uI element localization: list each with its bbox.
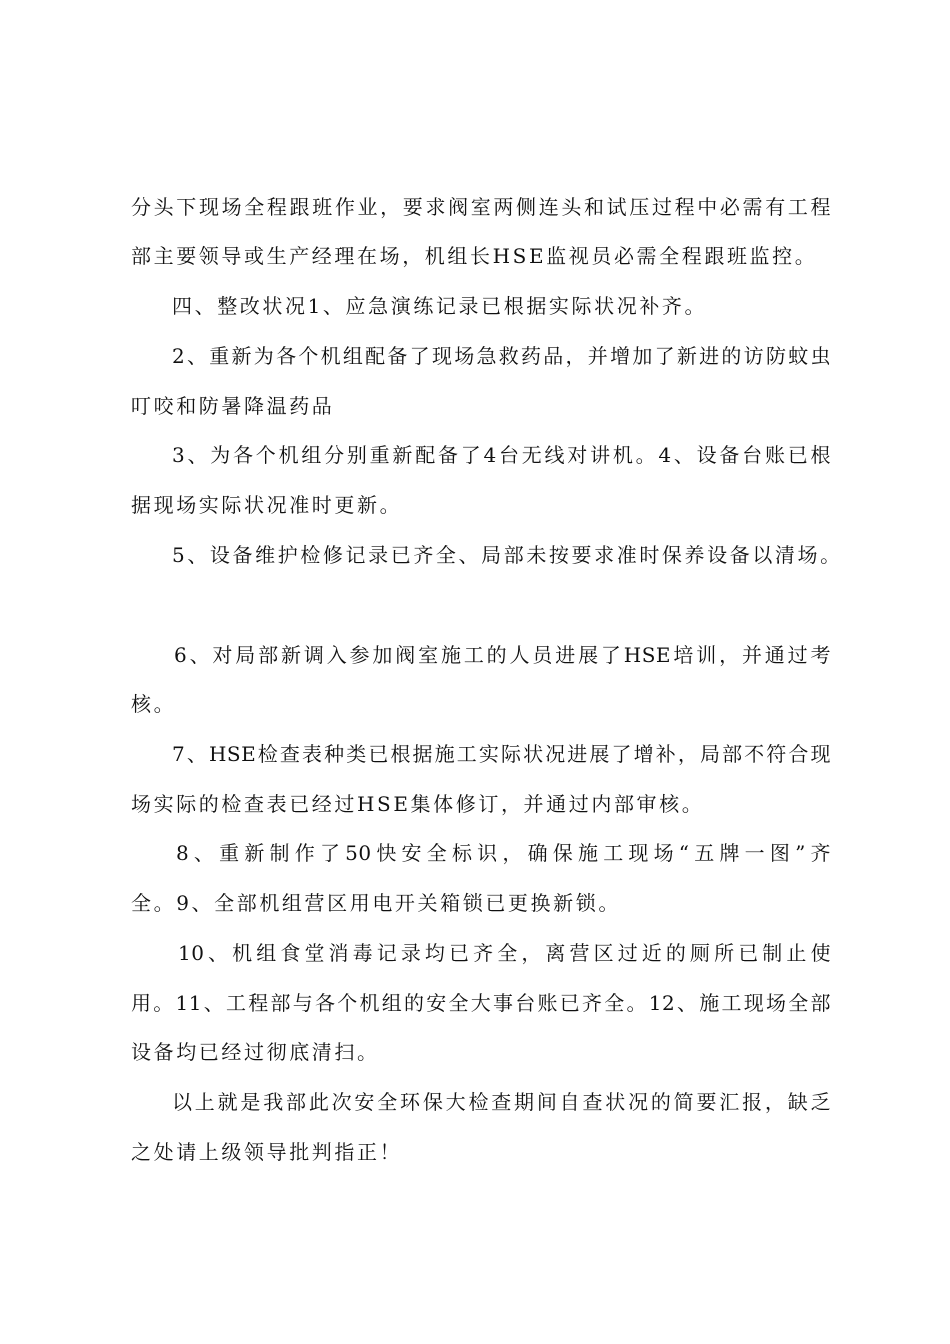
text-line-13: 8、重新制作了50快安全标识，确保施工现场“五牌一图”齐 xyxy=(176,841,831,865)
text-line-12: 场实际的检查表已经过HSE集体修订，并通过内部审核。 xyxy=(131,792,705,816)
text-line-15: 10、机组食堂消毒记录均已齐全，离营区过近的厕所已制止使 xyxy=(178,941,831,965)
text-line-9: 6、对局部新调入参加阀室施工的人员进展了HSE培训，并通过考 xyxy=(174,643,831,667)
text-line-14: 全。9、全部机组营区用电开关箱锁已更换新锁。 xyxy=(131,891,621,915)
text-line-19: 之处请上级领导批判指正！ xyxy=(131,1140,403,1164)
text-line-3: 四、整改状况1、应急演练记录已根据实际状况补齐。 xyxy=(172,294,708,318)
text-line-1: 分头下现场全程跟班作业，要求阀室两侧连头和试压过程中必需有工程 xyxy=(131,195,831,219)
text-line-16: 用。11、工程部与各个机组的安全大事台账已齐全。12、施工现场全部 xyxy=(131,991,831,1015)
text-line-6: 3、为各个机组分别重新配备了4台无线对讲机。4、设备台账已根 xyxy=(172,443,831,467)
text-line-17: 设备均已经过彻底清扫。 xyxy=(131,1040,380,1064)
text-line-5: 叮咬和防暑降温药品 xyxy=(131,394,335,418)
text-line-7: 据现场实际状况准时更新。 xyxy=(131,493,403,517)
text-line-11: 7、HSE检查表种类已根据施工实际状况进展了增补，局部不符合现 xyxy=(172,742,831,766)
text-line-2: 部主要领导或生产经理在场，机组长HSE监视员必需全程跟班监控。 xyxy=(131,244,818,268)
text-line-18: 以上就是我部此次安全环保大检查期间自查状况的简要汇报，缺乏 xyxy=(172,1090,831,1114)
text-line-4: 2、重新为各个机组配备了现场急救药品，并增加了新进的访防蚊虫 xyxy=(172,344,831,368)
text-line-8: 5、设备维护检修记录已齐全、局部未按要求准时保养设备以清场。 xyxy=(172,543,843,567)
text-line-10: 核。 xyxy=(131,692,177,716)
